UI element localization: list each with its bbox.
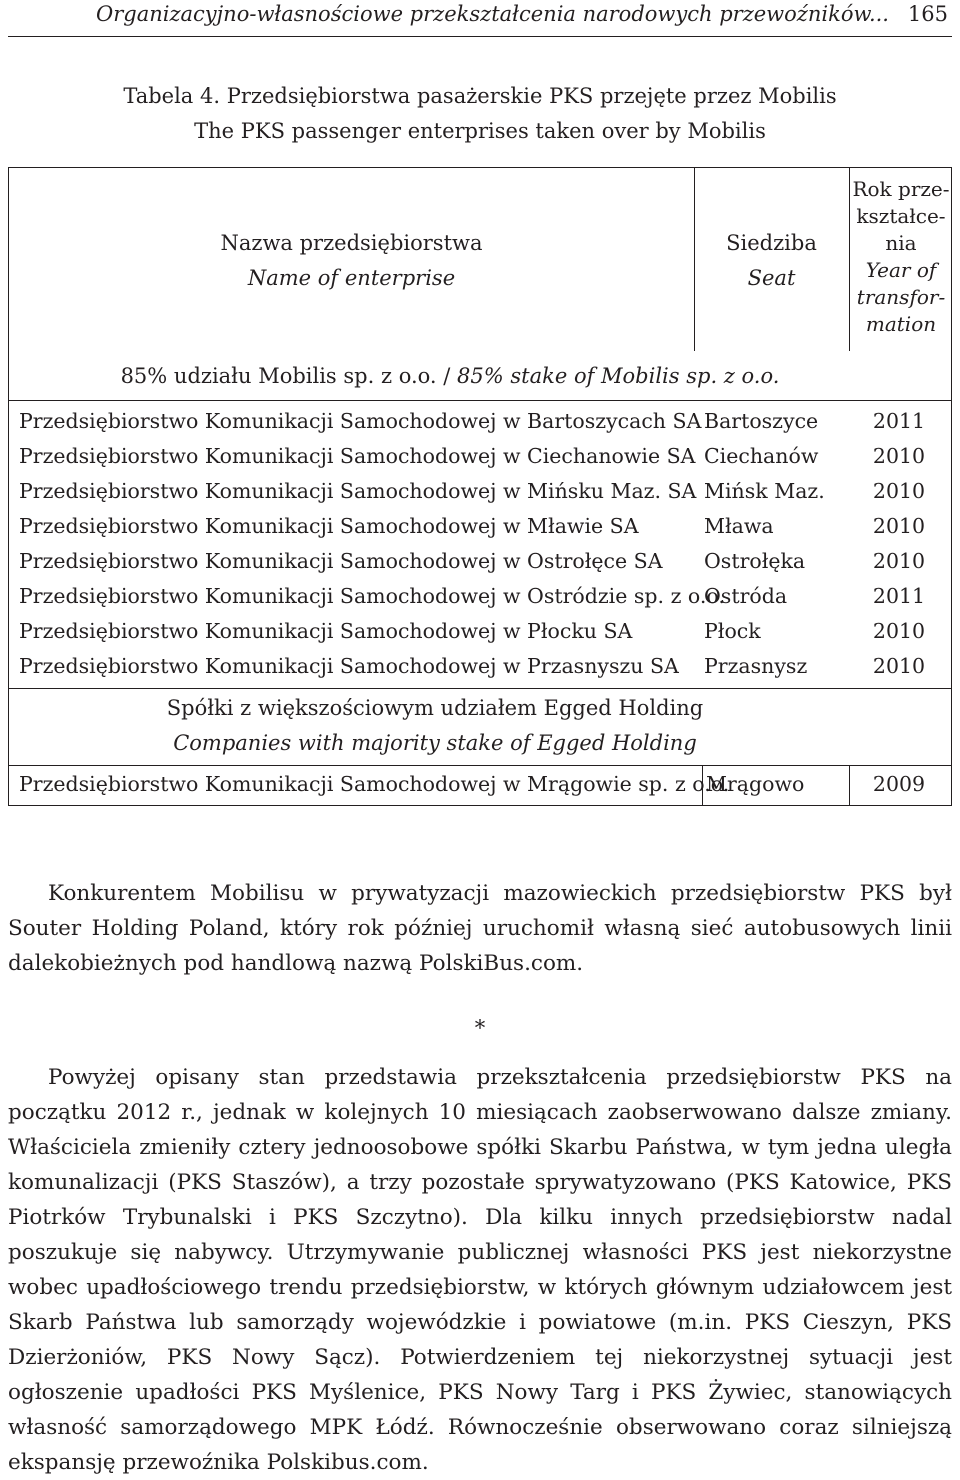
enterprise-seat: Ostróda: [704, 584, 788, 608]
table-row: [9, 614, 951, 649]
paragraph: Konkurentem Mobilisu w prywatyzacji mazowieckich przedsiębiorstw PKS był Souter Holding Poland, który rok później uruchomił własną sieć autobusowych linii dalekobieżnych pod handlową nazwą PolskiBus.com.: [8, 881, 952, 976]
page-header: [8, 0, 952, 37]
table-row: [9, 509, 951, 544]
enterprise-name: Przedsiębiorstwo Komunikacji Samochodowej w Ciechanowie SA: [19, 444, 696, 468]
enterprise-seat: Mława: [704, 514, 774, 538]
transformation-year: 2011: [872, 584, 926, 608]
section-separator: *: [474, 1016, 486, 1040]
enterprise-name: Przedsiębiorstwo Komunikacji Samochodowej w Mińsku Maz. SA: [19, 479, 697, 503]
enterprise-seat: Mrągowo: [706, 772, 805, 796]
transformation-year: 2010: [872, 549, 926, 573]
section-rule: [9, 688, 951, 689]
table-row: [9, 474, 951, 509]
transformation-year: 2010: [872, 444, 926, 468]
enterprise-seat: Mińsk Maz.: [704, 479, 825, 503]
enterprise-name: Przedsiębiorstwo Komunikacji Samochodowej w Bartoszycach SA: [19, 409, 702, 433]
section-rule: [9, 765, 951, 766]
header-seat-pl: Siedziba: [726, 231, 817, 255]
enterprises-table: [8, 167, 952, 806]
header-year-en: mation: [865, 312, 937, 336]
table-row: [9, 649, 951, 684]
table-caption-pl: Tabela 4. Przedsiębiorstwa pasażerskie PKS przejęte przez Mobilis: [123, 84, 837, 108]
header-year-pl: Rok prze-: [852, 177, 950, 201]
header-seat: [694, 226, 849, 296]
table-caption-en: The PKS passenger enterprises taken over by Mobilis: [194, 119, 766, 143]
transformation-year: 2011: [872, 409, 926, 433]
enterprise-name: Przedsiębiorstwo Komunikacji Samochodowej w Ostrołęce SA: [19, 549, 663, 573]
transformation-year: 2010: [872, 654, 926, 678]
header-name-pl: Nazwa przedsiębiorstwa: [220, 231, 483, 255]
enterprise-seat: Przasnysz: [704, 654, 808, 678]
header-year-en: transfor-: [856, 285, 946, 309]
header-year-pl: nia: [885, 231, 917, 255]
transformation-year: 2010: [872, 479, 926, 503]
transformation-year: 2009: [872, 772, 926, 796]
section-heading-egged: [0, 691, 951, 761]
transformation-year: 2010: [872, 514, 926, 538]
header-seat-en: Seat: [747, 266, 796, 290]
header-name: [9, 226, 694, 296]
transformation-year: 2010: [872, 619, 926, 643]
table-row: [9, 767, 951, 802]
header-year: [849, 176, 953, 338]
section-heading-en: Companies with majority stake of Egged Holding: [173, 731, 697, 755]
enterprise-seat: Ciechanów: [704, 444, 819, 468]
header-year-pl: kształce-: [856, 204, 946, 228]
table-row: [9, 439, 951, 474]
enterprise-seat: Ostrołęka: [704, 549, 806, 573]
page-number: 165: [907, 2, 948, 26]
enterprise-seat: Płock: [704, 619, 761, 643]
enterprise-name: Przedsiębiorstwo Komunikacji Samochodowej w Ostródzie sp. z o.o.: [19, 584, 725, 608]
section-heading-en: 85% stake of Mobilis sp. z o.o.: [457, 364, 780, 388]
section-rule: [9, 400, 951, 401]
section-heading-pl: Spółki z większościowym udziałem Egged Holding: [166, 696, 704, 720]
running-title: Organizacyjno-własnościowe przekształcenia narodowych przewoźników...: [96, 2, 889, 26]
section-heading-mobilis: [0, 364, 951, 388]
table-row: [9, 404, 951, 439]
enterprise-name: Przedsiębiorstwo Komunikacji Samochodowej w Mławie SA: [19, 514, 639, 538]
enterprise-name: Przedsiębiorstwo Komunikacji Samochodowej w Mrągowie sp. z o.o.: [19, 772, 730, 796]
section-heading-pl: 85% udziału Mobilis sp. z o.o. /: [120, 364, 451, 388]
table-row: [9, 579, 951, 614]
enterprise-seat: Bartoszyce: [704, 409, 819, 433]
header-year-en: Year of: [865, 258, 937, 282]
table-row: [9, 544, 951, 579]
paragraph: Powyżej opisany stan przedstawia przekształcenia przedsiębiorstw PKS na początku 2012 r., jednak w kolejnych 10 miesiącach zaobserwowano dalsze zmiany. Właściciela zmieniły cztery jednoosobowe spółki Skarbu Państwa, w tym jedna uległa komunalizacji (PKS Staszów), a trzy pozostałe sprywatyzowano (PKS Katowice, PKS Piotrków Trybunalski i PKS Szczytno). Dla kilku innych przedsiębiorstw nadal poszukuje się nabywcy. Utrzymywanie publicznej własności PKS jest niekorzystne wobec upadłościowego trendu przedsiębiorstw, w których głównym udziałowcem jest Skarb Państwa lub samorządy wojewódzkie i powiatowe (m.in. PKS Cieszyn, PKS Dzierżoniów, PKS Nowy Sącz). Potwierdzeniem tej niekorzystnej sytuacji jest ogłoszenie upadłości PKS Myślenice, PKS Nowy Targ i PKS Żywiec, stanowiących własność samorządowego MPK Łódź. Równocześnie obserwowano coraz silniejszą ekspansję przewoźnika Polskibus.com.: [8, 1065, 952, 1475]
enterprise-name: Przedsiębiorstwo Komunikacji Samochodowej w Płocku SA: [19, 619, 633, 643]
enterprise-name: Przedsiębiorstwo Komunikacji Samochodowej w Przasnyszu SA: [19, 654, 679, 678]
header-name-en: Name of enterprise: [247, 266, 456, 290]
